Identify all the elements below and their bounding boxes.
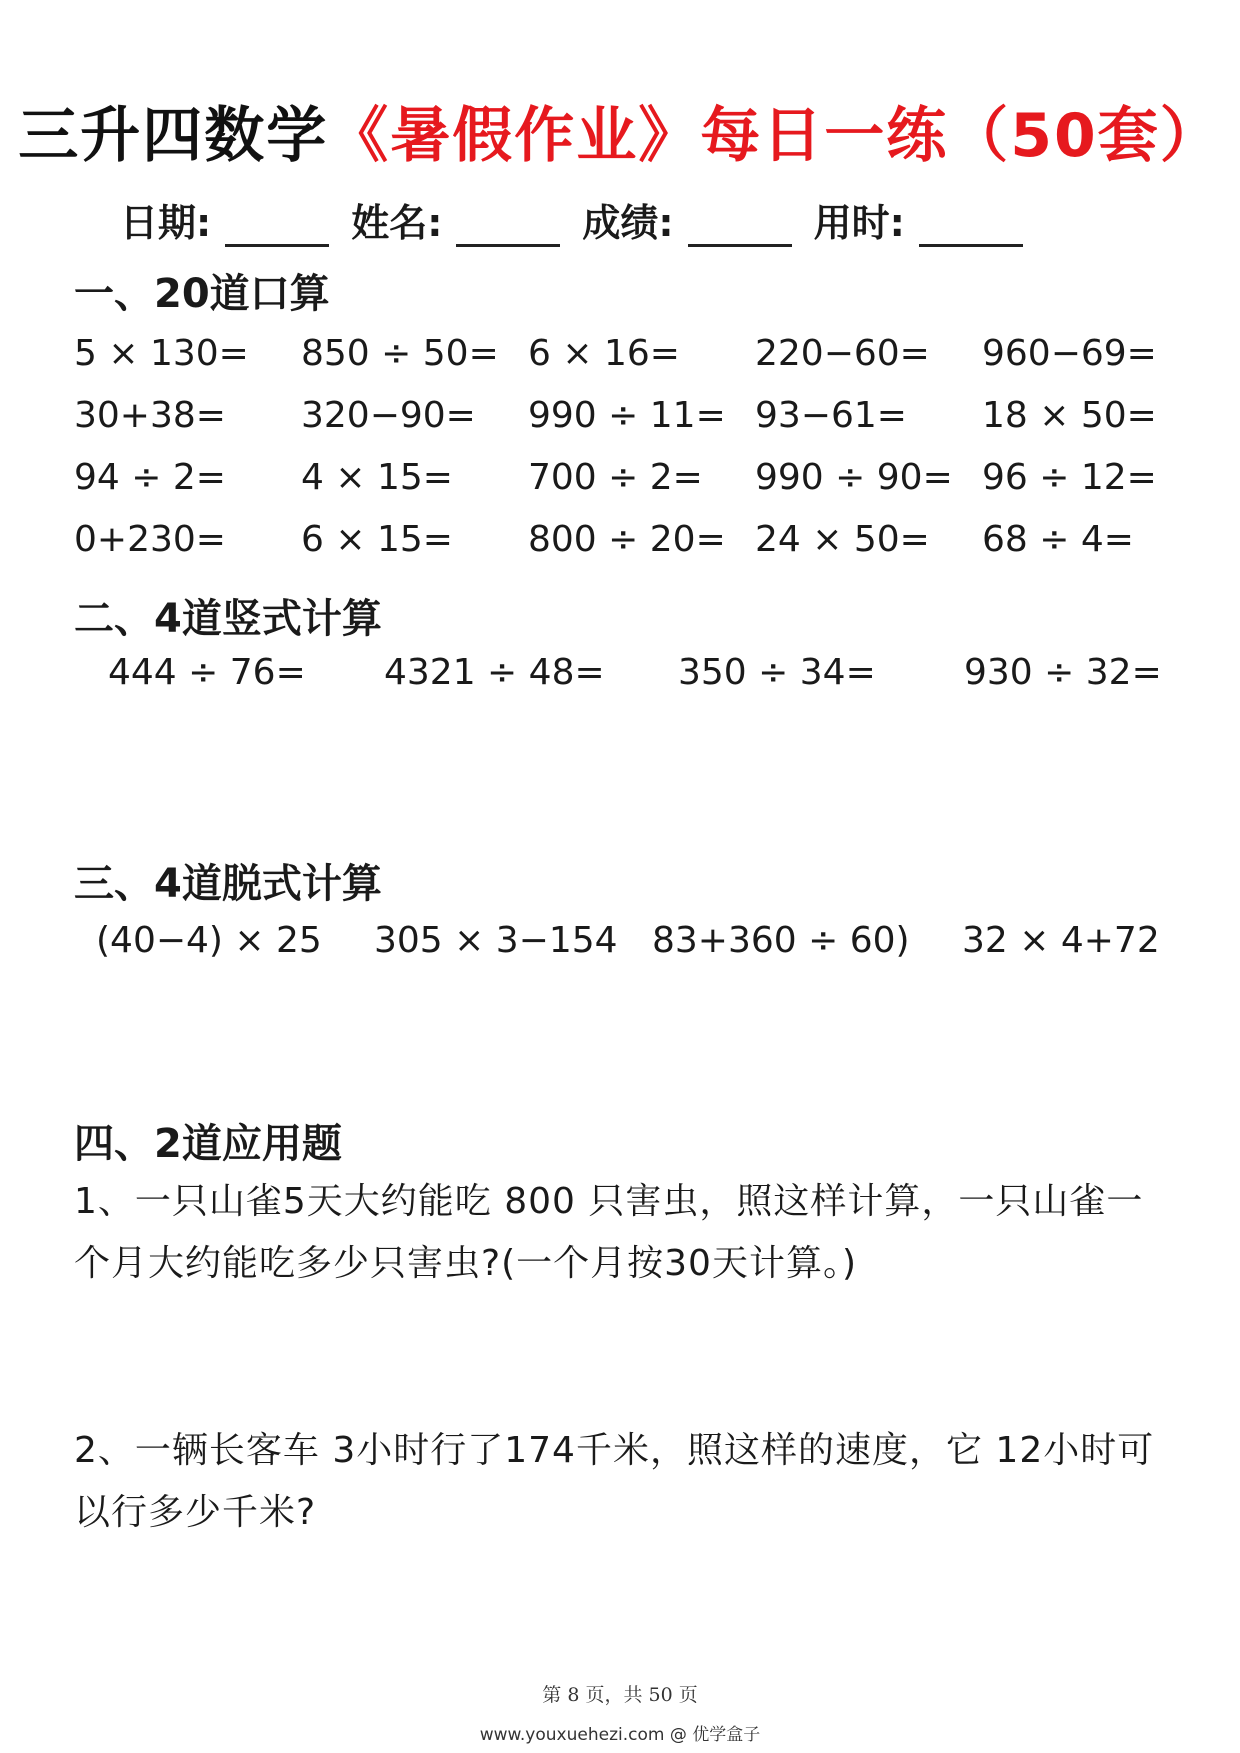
info-name-blank[interactable]	[456, 204, 560, 247]
vertical-calc-item: 444 ÷ 76=	[108, 652, 306, 693]
mental-math-item: 96 ÷ 12=	[982, 457, 1157, 498]
mental-math-row	[74, 333, 1204, 383]
info-name-label: 姓名:	[351, 201, 443, 245]
step-calc-item: (40−4) × 25	[96, 920, 322, 961]
mental-math-item: 960−69=	[982, 333, 1157, 374]
vertical-calc-row	[0, 652, 1240, 702]
mental-math-item: 18 × 50=	[982, 395, 1157, 436]
info-score	[582, 192, 791, 247]
info-row	[120, 192, 1130, 247]
title-part-book: 《暑假作业》	[328, 101, 701, 171]
word-problem-1: 1、一只山雀5天大约能吃 800 只害虫，照这样计算，一只山雀一个月大约能吃多少只害虫?(一个月按30天计算。)	[74, 1181, 1144, 1284]
step-calc-item: 83+360 ÷ 60)	[652, 920, 910, 961]
info-score-blank[interactable]	[688, 204, 792, 247]
info-date	[120, 192, 329, 247]
mental-math-row	[74, 457, 1204, 507]
title-part-grade: 三升四数学	[18, 101, 329, 171]
mental-math-row	[74, 395, 1204, 445]
info-score-label: 成绩:	[582, 201, 674, 245]
mental-math-item: 6 × 16=	[528, 333, 680, 374]
mental-math-item: 700 ÷ 2=	[528, 457, 703, 498]
info-date-label: 日期:	[120, 201, 212, 245]
mental-math-item: 30+38=	[74, 395, 226, 436]
info-time	[814, 192, 1023, 247]
info-time-label: 用时:	[813, 201, 905, 245]
mental-math-item: 320−90=	[301, 395, 476, 436]
mental-math-item: 990 ÷ 90=	[755, 457, 953, 498]
info-name	[351, 192, 560, 247]
section-step-calc-title: 三、4道脱式计算	[74, 861, 382, 907]
site-credit: www.youxuehezi.com @ 优学盒子	[479, 1725, 761, 1745]
mental-math-item: 4 × 15=	[301, 457, 453, 498]
vertical-calc-item: 930 ÷ 32=	[964, 652, 1162, 693]
mental-math-item: 24 × 50=	[755, 519, 930, 560]
section-mental-math-title: 一、20道口算	[74, 271, 330, 317]
mental-math-item: 93−61=	[755, 395, 907, 436]
mental-math-item: 5 × 130=	[74, 333, 249, 374]
mental-math-item: 990 ÷ 11=	[528, 395, 726, 436]
page-number: 第 8 页，共 50 页	[542, 1684, 698, 1706]
info-date-blank[interactable]	[225, 204, 329, 247]
step-calc-item: 305 × 3−154	[374, 920, 618, 961]
mental-math-row	[74, 519, 1204, 569]
mental-math-item: 800 ÷ 20=	[528, 519, 726, 560]
mental-math-item: 850 ÷ 50=	[301, 333, 499, 374]
word-problem-2: 2、一辆长客车 3小时行了174千米，照这样的速度，它 12小时可以行多少千米?	[74, 1430, 1155, 1533]
page-title	[0, 88, 1240, 174]
mental-math-item: 68 ÷ 4=	[982, 519, 1134, 560]
vertical-calc-item: 350 ÷ 34=	[678, 652, 876, 693]
step-calc-row	[0, 920, 1240, 970]
section-vertical-calc-title: 二、4道竖式计算	[74, 596, 382, 642]
title-part-daily: 每日一练（50套）	[700, 101, 1222, 171]
section-word-problems-title: 四、2道应用题	[74, 1121, 342, 1167]
info-time-blank[interactable]	[919, 204, 1023, 247]
mental-math-item: 0+230=	[74, 519, 226, 560]
mental-math-item: 6 × 15=	[301, 519, 453, 560]
vertical-calc-item: 4321 ÷ 48=	[384, 652, 605, 693]
mental-math-item: 94 ÷ 2=	[74, 457, 226, 498]
mental-math-item: 220−60=	[755, 333, 930, 374]
step-calc-item: 32 × 4+72	[962, 920, 1160, 961]
